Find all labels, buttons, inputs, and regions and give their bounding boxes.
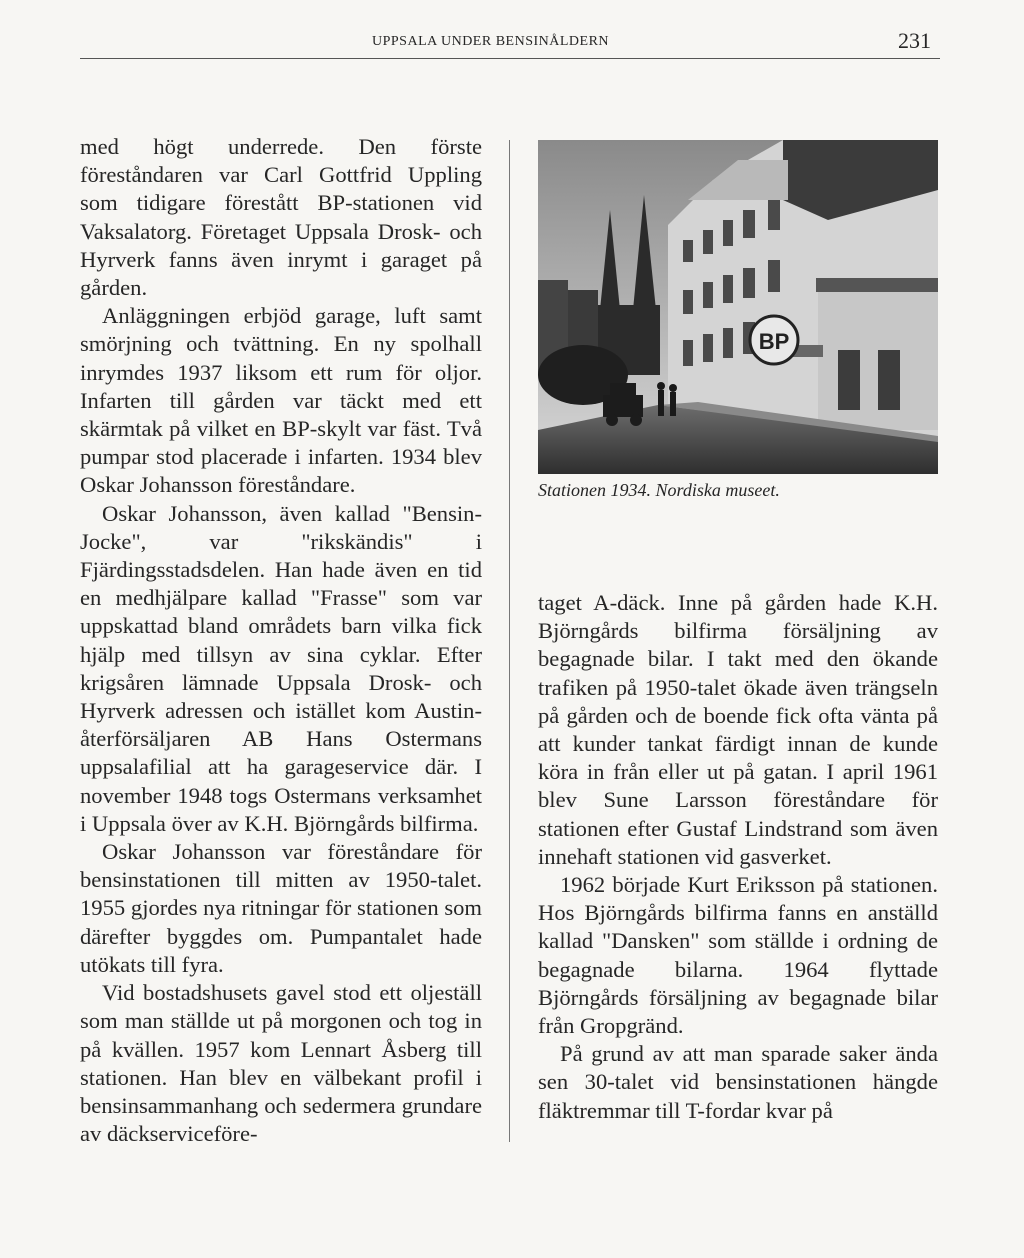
bp-sign-text: BP (758, 329, 790, 354)
page-number: 231 (898, 28, 931, 53)
paragraph: med högt underrede. Den förste föreståndaren var Carl Gottfrid Uppling som tidigare förestått BP-stationen vid Vaksalatorg. Företaget Uppsala Drosk- och Hyrverk fanns även inrymt i garaget på gården. (80, 134, 482, 301)
right-text-column (538, 589, 938, 1125)
paragraph: Oskar Johansson var föreståndare för bensinstationen till mitten av 1950-talet. 1955 gjordes nya ritningar för stationen som därefter byggdes om. Pumpantalet hade utökats till fyra. (80, 839, 482, 977)
paragraph: På grund av att man sparade saker ända sen 30-talet vid bensinstationen hängde fläktremmar till T-fordar kvar på (538, 1041, 938, 1123)
paragraph: Anläggningen erbjöd garage, luft samt smörjning och tvättning. En ny spolhall inrymdes 1937 liksom ett rum för oljor. Infarten till gården var täckt med ett skärmtak på vilket en BP-skylt var fäst. Två pumpar stod placerade i infarten. 1934 blev Oskar Johansson föreståndare. (80, 303, 482, 498)
header-rule (80, 58, 940, 59)
paragraph: taget A-däck. Inne på gården hade K.H. Björngårds bilfirma försäljning av begagnade bilar. I takt med den ökande trafiken på 1950-talet ökade även trängseln på gården och de boende fick ofta vänta på att kunder tankat färdigt innan de kunde köra in från eller ut på gatan. I april 1961 blev Sune Larsson föreståndare för stationen efter Gustaf Lindstrand som även innehaft stationen vid gasverket. (538, 590, 938, 869)
running-title: UPPSALA UNDER BENSINÅLDERN (372, 34, 610, 49)
paragraph: Oskar Johansson, även kallad "Bensin-Jocke", var "rikskändis" i Fjärdingsstadsdelen. Han hade även en tid en medhjälpare kallad "Frasse" som var uppskattad bland områdets barn vilka fick hjälp med tillsyn av sina cyklar. Efter krigsåren lämnade Uppsala Drosk- och Hyrverk adressen och istället kom Austin-återförsäljaren AB Hans Ostermans uppsalafilial att ha garageservice där. I november 1948 togs Ostermans verksamhet i Uppsala över av K.H. Björngårds bilfirma. (80, 500, 482, 836)
paragraph: Vid bostadshusets gavel stod ett oljeställ som man ställde ut på morgonen och tog in på kvällen. 1957 kom Lennart Åsberg till stationen. Han blev en välbekant profil i bensinsammanhang och sedermera grundare av däckserviceföre- (80, 980, 482, 1147)
street-scene-illustration (538, 140, 938, 474)
column-divider (509, 140, 510, 1142)
paragraph: 1962 började Kurt Eriksson på stationen. Hos Björngårds bilfirma fanns en anställd kallad "Dansken" som ställde i ordning de begagnade bilarna. 1964 flyttade Björngårds försäljning av begagnade bilar från Gropgränd. (538, 872, 938, 1039)
photo-caption: Stationen 1934. Nordiska museet. (538, 480, 780, 500)
left-text-column (80, 133, 482, 1148)
station-photo (538, 140, 938, 474)
